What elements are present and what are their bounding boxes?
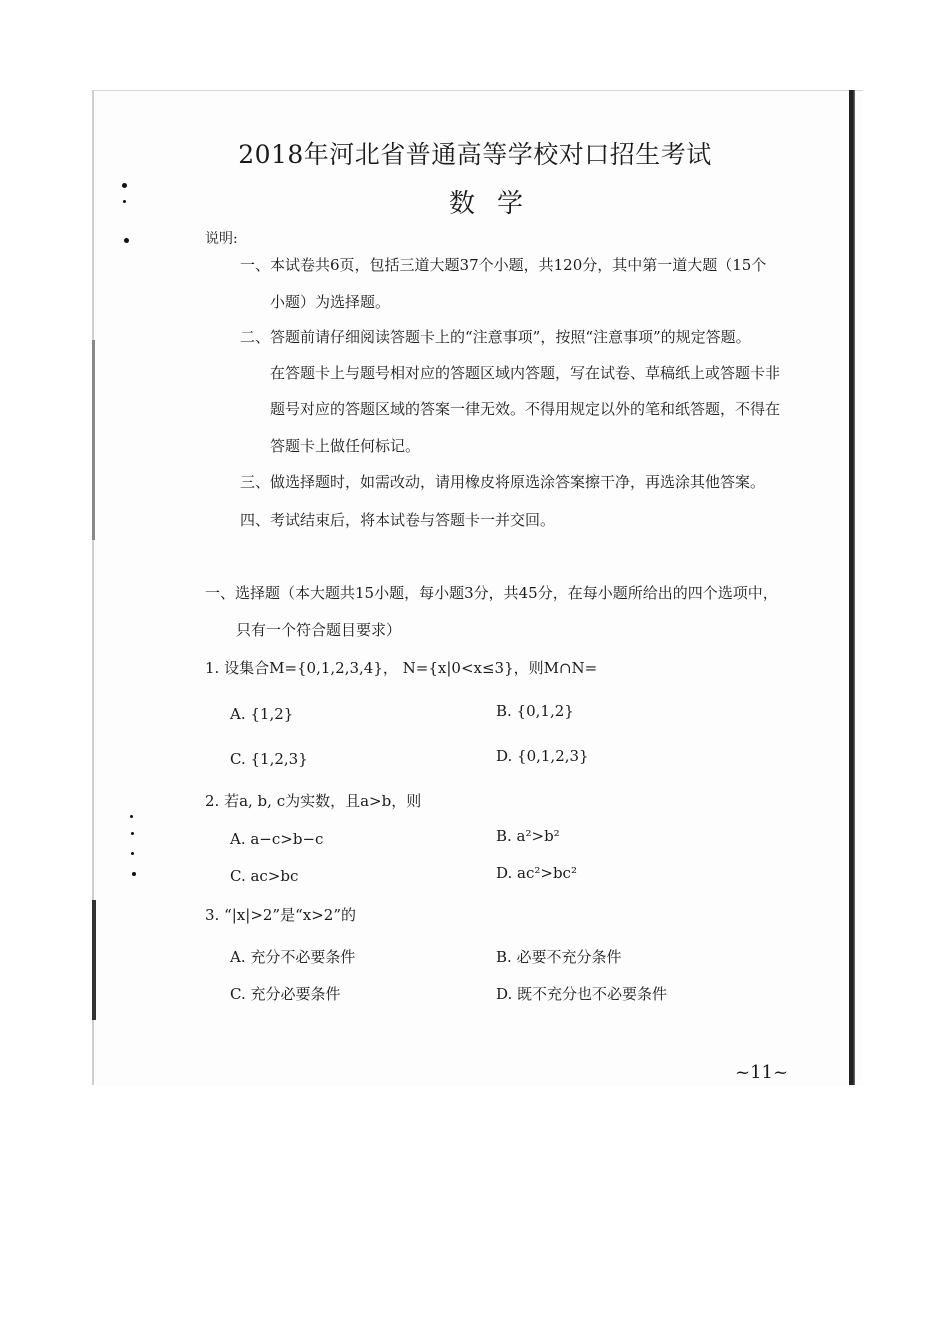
answer-option: C. ac>bc: [230, 867, 299, 885]
answer-option: D. {0,1,2,3}: [496, 747, 589, 765]
instruction-line: 小题）为选择题。: [270, 293, 391, 311]
question-stem: 1. 设集合M={0,1,2,3,4}， N={x|0<x≤3}，则M∩N=: [205, 659, 598, 677]
section-heading-cont: 只有一个符合题目要求）: [236, 621, 402, 639]
instruction-line: 一、本试卷共6页，包括三道大题37个小题，共120分，其中第一道大题（15个: [240, 256, 767, 274]
answer-option: B. {0,1,2}: [496, 702, 574, 720]
page-number: ~11~: [735, 1062, 789, 1083]
scan-speck: [130, 815, 133, 818]
binding-shadow: [92, 340, 95, 540]
answer-option: B. a²>b²: [496, 827, 560, 845]
answer-option: B. 必要不充分条件: [496, 948, 622, 966]
page-right-edge: [849, 90, 855, 1085]
question-stem: 2. 若a, b, c为实数，且a>b，则: [205, 792, 422, 810]
exam-title: 2018年河北省普通高等学校对口招生考试: [238, 140, 712, 169]
answer-option: A. {1,2}: [230, 705, 294, 723]
answer-option: C. 充分必要条件: [230, 985, 341, 1003]
section-heading: 一、选择题（本大题共15小题，每小题3分，共45分，在每小题所给出的四个选项中，: [205, 584, 778, 602]
instruction-line: 答题卡上做任何标记。: [270, 437, 421, 455]
answer-option: D. ac²>bc²: [496, 864, 577, 882]
answer-option: D. 既不充分也不必要条件: [496, 985, 668, 1003]
instruction-line: 题号对应的答题区域的答案一律无效。不得用规定以外的笔和纸答题，不得在: [270, 400, 781, 418]
instruction-line: 二、答题前请仔细阅读答题卡上的“注意事项”，按照“注意事项”的规定答题。: [240, 328, 751, 346]
instruction-line: 在答题卡上与题号相对应的答题区域内答题，写在试卷、草稿纸上或答题卡非: [270, 364, 781, 382]
instruction-line: 四、考试结束后，将本试卷与答题卡一并交回。: [240, 511, 556, 529]
scan-speck: [131, 832, 134, 835]
scan-speck: [124, 238, 129, 243]
scan-speck: [132, 872, 136, 876]
instructions-label: 说明:: [205, 231, 238, 247]
question-stem: 3. “|x|>2”是“x>2”的: [205, 906, 357, 924]
binding-shadow: [92, 900, 96, 1020]
exam-subject: 数学: [448, 189, 545, 219]
answer-option: A. a−c>b−c: [230, 830, 324, 848]
instruction-line: 三、做选择题时，如需改动，请用橡皮将原选涂答案擦干净，再选涂其他答案。: [240, 473, 766, 491]
answer-option: C. {1,2,3}: [230, 750, 308, 768]
answer-option: A. 充分不必要条件: [230, 948, 356, 966]
scan-speck: [131, 852, 134, 855]
